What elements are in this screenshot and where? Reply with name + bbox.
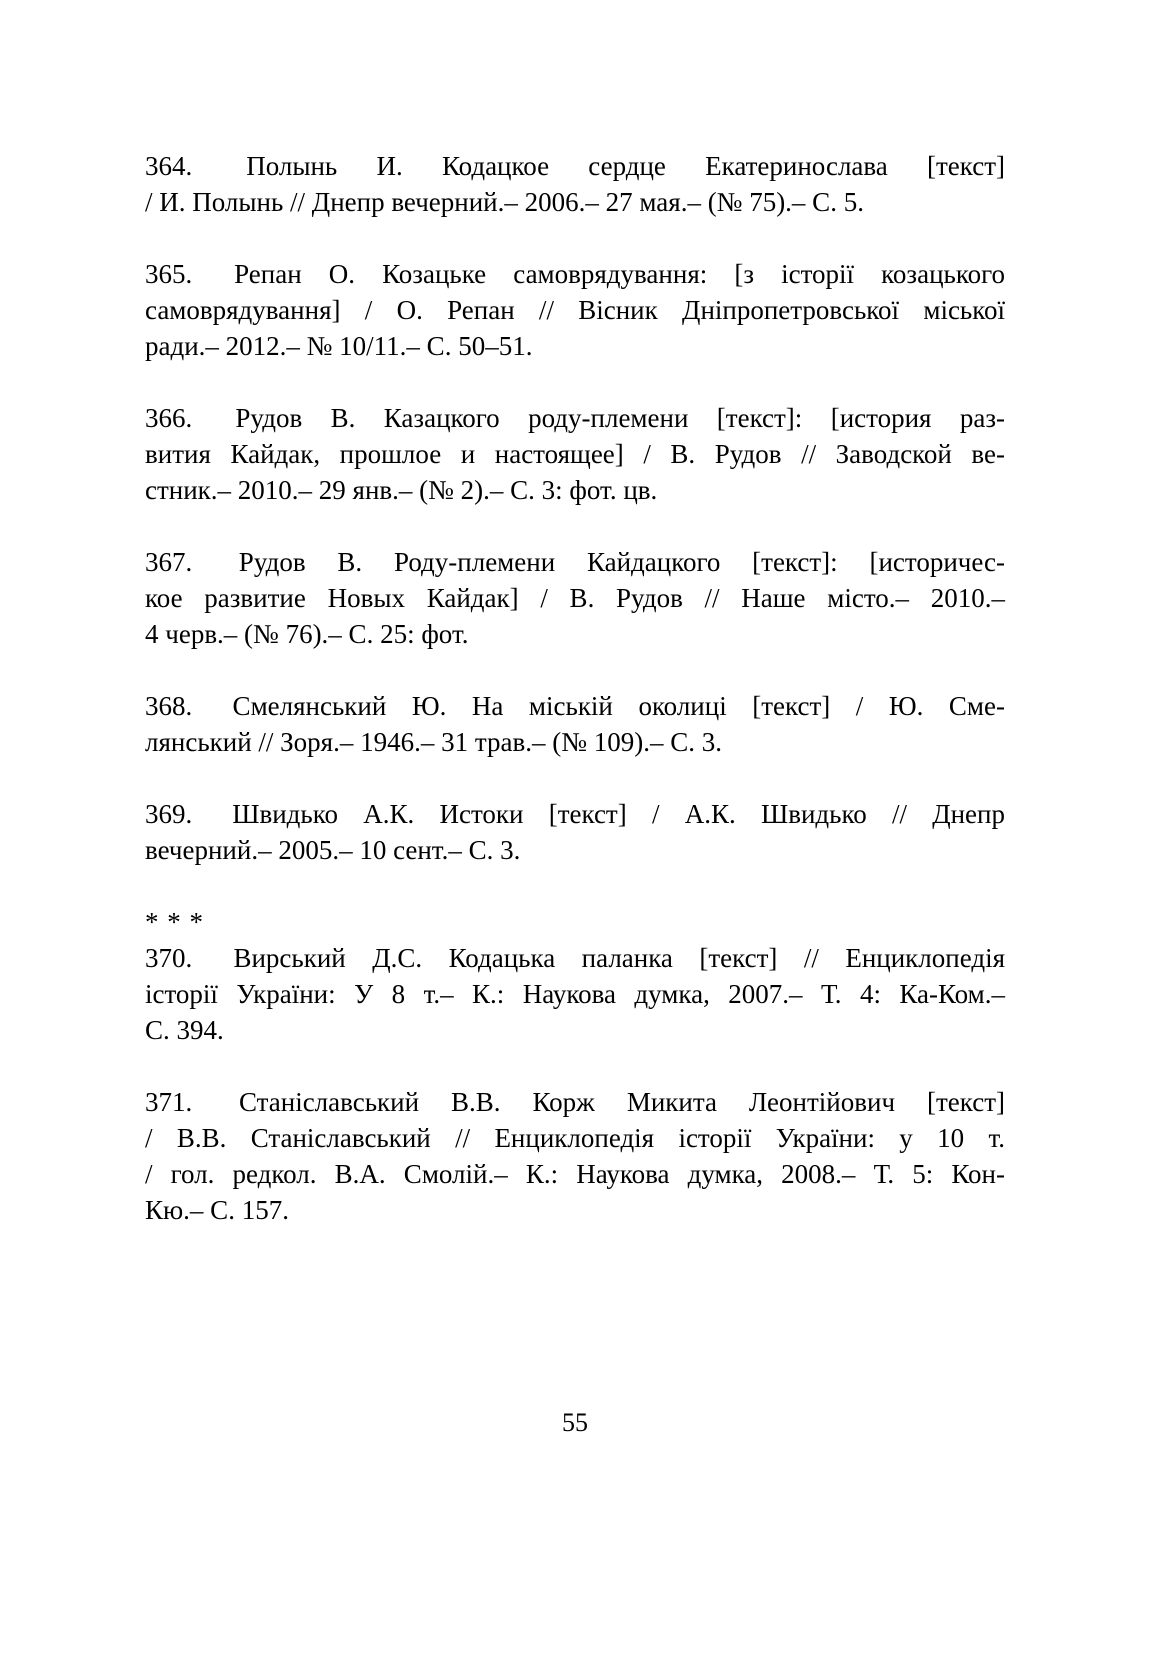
entry-line: історії України: У 8 т.– К.: Наукова думка, 2007.– Т. 4: Ка-Ком.– [145,979,1005,1009]
bibliography-entry-369 [145,796,1005,868]
entry-line: Кю.– С. 157. [145,1195,289,1225]
entry-line: / И. Полынь // Днепр вечерний.– 2006.– 27 мая.– (№ 75).– С. 5. [145,187,864,217]
page-number: 55 [562,1408,588,1437]
entry-number: 367. [145,547,193,577]
bibliography-list [145,148,1005,1264]
entry-line: 369. Швидько А.К. Истоки [текст] / А.К. Швидько // Днепр [145,796,1005,832]
bibliography-entry-367 [145,544,1005,652]
entry-line: 371. Станіславський В.В. Корж Микита Леонтійович [текст] [145,1084,1005,1120]
entry-line: лянський // Зоря.– 1946.– 31 трав.– (№ 109).– С. 3. [145,727,722,757]
entry-number: 370. [145,943,193,973]
entry-line: 364. Полынь И. Кодацкое сердце Екатеринослава [текст] [145,148,1005,184]
entry-line: / В.В. Станіславський // Енциклопедія історії України: у 10 т. [145,1123,1005,1153]
section-separator: * * * [145,907,204,937]
bibliography-entry-370 [145,940,1005,1048]
entry-number: 366. [145,403,193,433]
entry-line: 366. Рудов В. Казацкого роду-племени [текст]: [история раз- [145,400,1005,436]
entry-line: 370. Вирський Д.С. Кодацька паланка [текст] // Енциклопедія [145,940,1005,976]
entry-line: / гол. редкол. В.А. Смолій.– К.: Наукова думка, 2008.– Т. 5: Кон- [145,1159,1005,1189]
entry-line: вечерний.– 2005.– 10 сент.– С. 3. [145,835,521,865]
entry-line: кое развитие Новых Кайдак] / В. Рудов // Наше місто.– 2010.– [145,583,1005,613]
entry-number: 371. [145,1087,193,1117]
bibliography-entry-368 [145,688,1005,760]
bibliography-entry-371 [145,1084,1005,1228]
entry-line: самоврядування] / О. Репан // Вісник Дніпропетровської міської [145,295,1005,325]
entry-number: 368. [145,691,193,721]
entry-line: стник.– 2010.– 29 янв.– (№ 2).– С. 3: фот. цв. [145,475,658,505]
entry-line: С. 394. [145,1015,224,1045]
entry-number: 364. [145,151,193,181]
entry-number: 365. [145,259,193,289]
entry-line: 368. Смелянський Ю. На міській околиці [текст] / Ю. Сме- [145,688,1005,724]
entry-number: 369. [145,799,193,829]
entry-line: ради.– 2012.– № 10/11.– С. 50–51. [145,331,533,361]
entry-line: вития Кайдак, прошлое и настоящее] / В. Рудов // Заводской ве- [145,439,1005,469]
entry-line: 4 черв.– (№ 76).– С. 25: фот. [145,619,469,649]
bibliography-entry-364 [145,148,1005,220]
bibliography-entry-365 [145,256,1005,364]
bibliography-entry-366 [145,400,1005,508]
entry-line: 365. Репан О. Козацьке самоврядування: [з історії козацького [145,256,1005,292]
entry-line: 367. Рудов В. Роду-племени Кайдацкого [текст]: [историчес- [145,544,1005,580]
